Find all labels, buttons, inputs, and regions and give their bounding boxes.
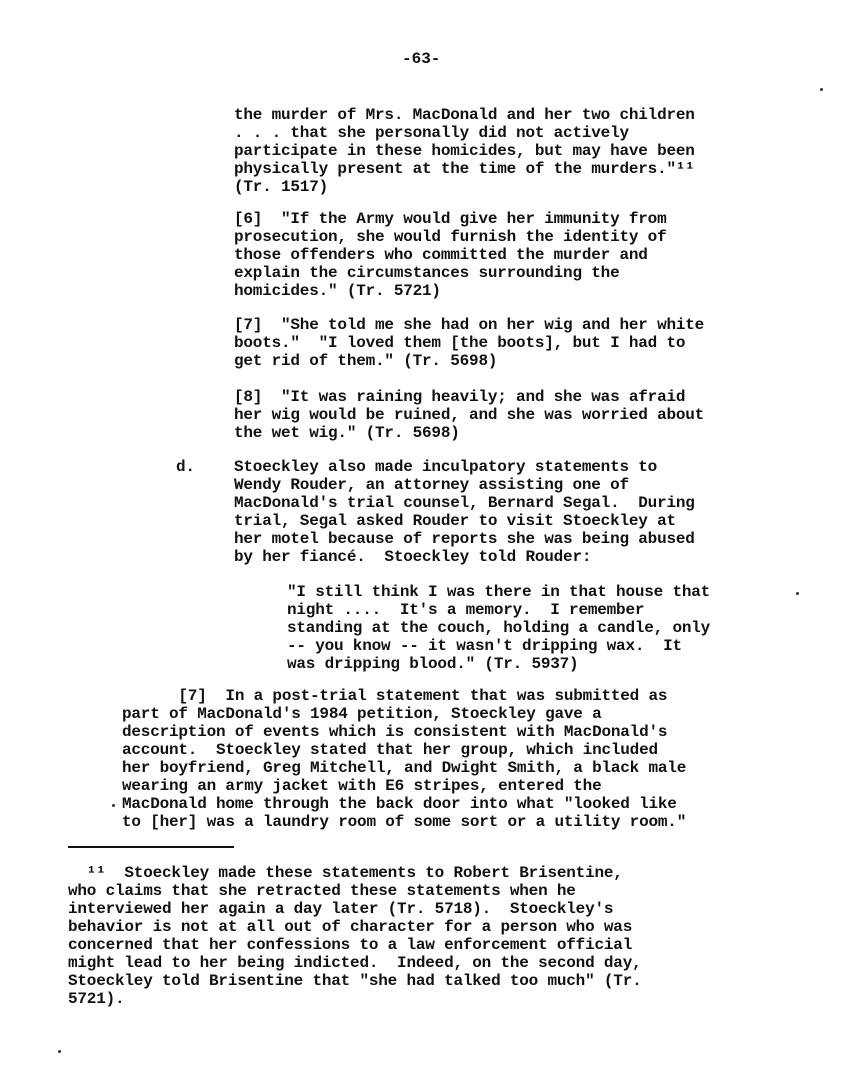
scan-speck <box>58 1050 61 1053</box>
page-number: -63- <box>402 50 441 68</box>
scan-speck <box>820 88 823 91</box>
quote-item-continued: the murder of Mrs. MacDonald and her two children . . . that she personally did not actively participate in these homicides, but may have been physically present at the time of the murders."¹¹ (Tr. 1517) <box>234 106 695 196</box>
scan-speck <box>112 804 115 807</box>
item-d-label: d. <box>176 458 195 476</box>
quote-item-8: [8] "It was raining heavily; and she was afraid her wig would be ruined, and she was worried about the wet wig." (Tr. 5698) <box>234 388 705 442</box>
footnote: ¹¹ Stoeckley made these statements to Robert Brisentine, who claims that she retracted these statements when he interviewed her again a day later (Tr. 5718). Stoeckley's behavior is not at all out of character for a person who was concerned that her confessions to a law enforcement official might lead to her being indicted. Indeed, on the second day, Stoeckley told Brisentine that "she had talked too much" (Tr. 5721). <box>68 864 642 1008</box>
item-d-text: Stoeckley also made inculpatory statements to Wendy Rouder, an attorney assisting one of MacDonald's trial counsel, Bernard Segal. During trial, Segal asked Rouder to visit Stoeckley at her motel because of reports she was being abused by her fiancé. Stoeckley told Rouder: <box>234 458 695 566</box>
main-paragraph: [7] In a post-trial statement that was submitted as part of MacDonald's 1984 petition, Stoeckley gave a description of events which is consistent with MacDonald's account. Stoeckley stated that her group, which included her boyfriend, Greg Mitchell, and Dwight Smith, a black male wearing an army jacket with E6 stripes, entered the MacDonald home through the back door into what "looked like to [her] was a laundry room of some sort or a utility room." <box>122 687 687 831</box>
quote-item-6: [6] "If the Army would give her immunity from prosecution, she would furnish the identity of those offenders who committed the murder and explain the circumstances surrounding the homicides." (Tr. 5721) <box>234 210 667 300</box>
rouder-quote: "I still think I was there in that house that night .... It's a memory. I remember standing at the couch, holding a candle, only -- you know -- it wasn't dripping wax. It was dripping blood." (Tr. 5937) <box>287 583 711 673</box>
quote-item-7: [7] "She told me she had on her wig and her white boots." "I loved them [the boots], but I had to get rid of them." (Tr. 5698) <box>234 316 705 370</box>
scan-speck <box>796 592 799 595</box>
footnote-rule <box>68 846 234 848</box>
